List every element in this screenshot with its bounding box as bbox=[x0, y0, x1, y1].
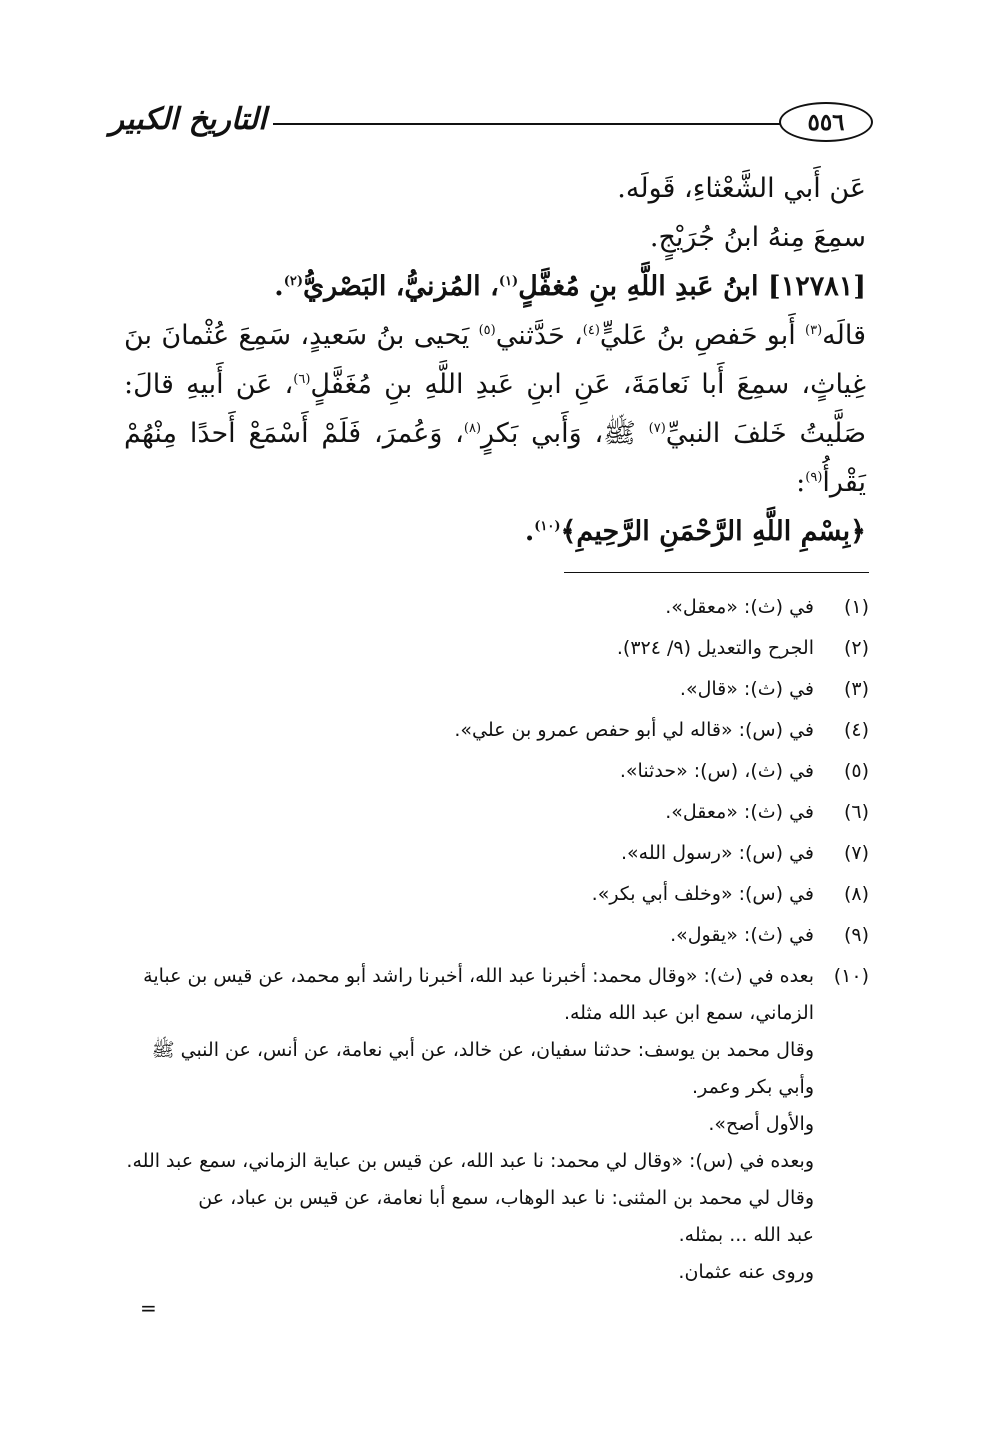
footnote-marker[interactable]: (٤) bbox=[582, 323, 600, 338]
footnote bbox=[123, 797, 869, 838]
footnote-text: في (ث)، (س): «حدثنا». bbox=[619, 760, 814, 782]
footnote-line: وبعده في (س): «وقال لي محمد: نا عبد الله، عن قيس بن عباية الزماني، سمع عبد الله. bbox=[126, 1150, 814, 1172]
footnote-text: في (ث): «يقول». bbox=[670, 924, 814, 946]
footnote-marker[interactable]: (٢) bbox=[283, 274, 303, 289]
footnote-text: في (ث): «معقل». bbox=[665, 801, 814, 823]
text-line: سمِعَ مِنهُ ابنُ جُرَيْجٍ. bbox=[649, 222, 866, 253]
para-text: أَبو حَفصِ بنُ عَليٍّ bbox=[599, 320, 806, 351]
para-text: ، عَن أَبيهِ قالَ: صَلَّيتُ خَلفَ النبيِّ bbox=[124, 369, 867, 449]
footnote-number: (٢) bbox=[843, 637, 869, 659]
page-number-badge: ٥٥٦ bbox=[779, 102, 873, 142]
footnote-text: الجرح والتعديل (٩/ ٣٢٤). bbox=[616, 637, 814, 659]
footnote-line: وقال لي محمد بن المثنى: نا عبد الوهاب، سمع أبا نعامة، عن قيس بن عباد، عن bbox=[198, 1187, 814, 1209]
footnote bbox=[123, 633, 869, 674]
continuation-mark: = bbox=[140, 1296, 157, 1320]
footnote-separator bbox=[564, 572, 869, 573]
footnote-text: في (ث): «معقل». bbox=[665, 596, 814, 618]
text-line: عَن أَبي الشَّعْثاءِ، قَولَه. bbox=[617, 173, 866, 204]
footnote-text: في (ث): «قال». bbox=[679, 678, 814, 700]
footnote-number: (٥) bbox=[843, 760, 869, 782]
footnote-number: (٦) bbox=[843, 801, 869, 823]
footnote-number: (٧) bbox=[843, 842, 869, 864]
footnote-number: (٩) bbox=[843, 924, 869, 946]
footnote-10 bbox=[123, 961, 869, 1287]
footnote-number: (٤) bbox=[843, 719, 869, 741]
footnote-number: (٣) bbox=[843, 678, 869, 700]
entry-heading bbox=[124, 262, 866, 311]
footnote bbox=[123, 838, 869, 879]
para-text: قالَه bbox=[822, 320, 867, 351]
para-text: ، حَدَّثني bbox=[495, 320, 583, 351]
footnote-number: (١) bbox=[843, 596, 869, 618]
header-rule bbox=[273, 123, 781, 125]
footnote-number: (١٠) bbox=[833, 965, 869, 987]
running-header bbox=[108, 96, 873, 156]
bismillah-line bbox=[124, 507, 866, 556]
footnote-line: وأبي بكر وعمر. bbox=[692, 1076, 814, 1098]
entry-nisba: ، المُزنيُّ، البَصْريُّ bbox=[303, 271, 499, 302]
para-text: : bbox=[796, 467, 806, 498]
book-title: التاريخ الكبير bbox=[109, 102, 267, 137]
footnote bbox=[123, 879, 869, 920]
para-text: ، وَعُمرَ، فَلَمْ أَسْمَعْ أَحدًا مِنْهُمْ يَقْرأُ bbox=[124, 418, 866, 498]
footnote-marker[interactable]: (٨) bbox=[463, 421, 482, 436]
footnote-line: عبد الله ... بمثله. bbox=[678, 1224, 814, 1246]
footnote-line: بعده في (ث): «وقال محمد: أخبرنا عبد الله، أخبرنا راشد أبو محمد، عن قيس بن عباية bbox=[143, 965, 814, 987]
entry-name: ابنُ عَبدِ اللَّهِ بنِ مُغفَّلٍ bbox=[518, 271, 759, 302]
footnote bbox=[123, 592, 869, 633]
footnote-line: وقال محمد بن يوسف: حدثنا سفيان، عن خالد، عن أبي نعامة، عن أنس، عن النبي ﷺ bbox=[151, 1039, 814, 1061]
footnote-marker[interactable]: (١) bbox=[498, 274, 519, 289]
footnote-marker[interactable]: (٧) bbox=[648, 421, 666, 436]
footnote-text: في (س): «وخلف أبي بكر». bbox=[591, 883, 814, 905]
bismillah-end: . bbox=[524, 516, 535, 547]
footnote-marker[interactable]: (١٠) bbox=[534, 519, 561, 534]
bismillah-text: ﴿بِسْمِ اللَّهِ الرَّحْمَنِ الرَّحِيمِ﴾ bbox=[560, 516, 866, 547]
footnote-line: والأول أصح». bbox=[708, 1113, 814, 1135]
footnote-marker[interactable]: (٩) bbox=[805, 470, 823, 485]
body-paragraph bbox=[124, 311, 866, 507]
entry-number: [١٢٧٨١] bbox=[767, 271, 866, 302]
footnote-marker[interactable]: (٦) bbox=[293, 372, 311, 387]
footnote bbox=[123, 674, 869, 715]
footnote bbox=[123, 756, 869, 797]
footnote bbox=[123, 715, 869, 756]
para-text: ﷺ، وَأَبي بَكرٍ bbox=[481, 418, 649, 449]
footnotes bbox=[123, 592, 869, 1294]
footnote-marker[interactable]: (٥) bbox=[478, 323, 496, 338]
footnote-number: (٨) bbox=[843, 883, 869, 905]
footnote-text: في (س): «رسول الله». bbox=[620, 842, 814, 864]
footnote-line: الزماني، سمع ابن عبد الله مثله. bbox=[563, 1002, 814, 1024]
para-text: يَحيى بنُ سَعيدٍ، سَمِعَ عُثْمانَ بنَ غِياثٍ، سمِعَ أَبا نَعامَةَ، عَنِ ابنِ عَبدِ اللَّهِ بنِ مُغَفَّلٍ bbox=[124, 320, 866, 400]
entry-end: . bbox=[274, 271, 284, 302]
main-text bbox=[124, 164, 866, 556]
footnote bbox=[123, 920, 869, 961]
footnote-text: في (س): «قاله لي أبو حفص عمرو بن علي». bbox=[454, 719, 814, 741]
footnote-marker[interactable]: (٣) bbox=[805, 323, 823, 338]
footnote-line: وروى عنه عثمان. bbox=[678, 1261, 814, 1283]
